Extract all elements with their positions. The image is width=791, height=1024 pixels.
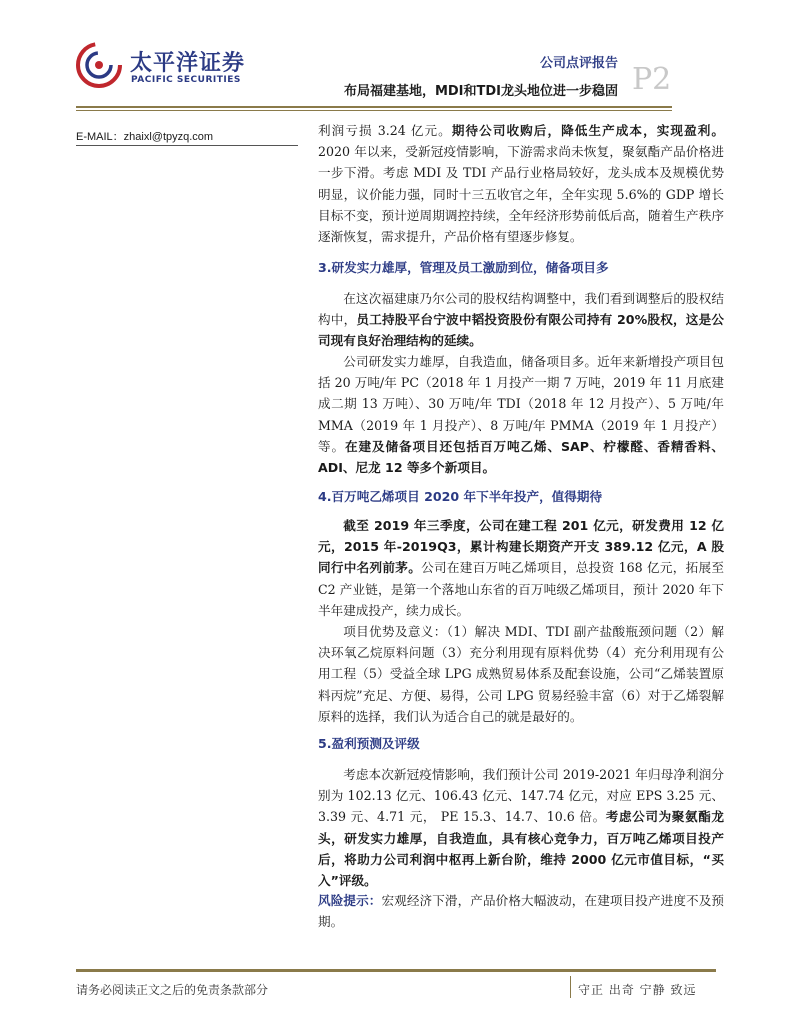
paragraph-6-text: 考虑本次新冠疫情影响，我们预计公司 2019-2021 年归母净利润分别为 102.13 亿元、106.43 亿元、147.74 亿元，对应 EPS 3.25 元、3.39 元、4.71 元， PE 15.3、14.7、10.6 倍。 [318, 767, 724, 825]
paragraph-1-rest: 2020 年以来，受新冠疫情影响，下游需求尚未恢复，聚氨酯产品价格进一步下滑。考虑 MDI 及 TDI 产品行业格局较好，龙头成本及规模优势明显，议价能力强，同时十三五收官之年，全年实现 5.6%的 GDP 增长目标不变，预计逆周期调控持续，全年经济形势前低后高，随着生产秩序逐渐恢复，需求提升，产品价格有望逐步修复。 [318, 144, 724, 245]
body-block-5 [318, 621, 724, 727]
paragraph-6-bold: 考虑公司为聚氨酯龙头，研发实力雄厚，自我造血，具有核心竞争力，百万吨乙烯项目投产后，将助力公司利润中枢再上新台阶，维持 2000 亿元市值目标，“买入”评级。 [318, 809, 724, 889]
header-divider-thin [76, 110, 672, 111]
paragraph-3-text: 公司研发实力雄厚，自我造血，储备项目多。近年来新增投产项目包括 20 万吨/年 PC（2018 年 1 月投产一期 7 万吨，2019 年 11 月底建成二期 13 万吨）、30 万吨/年 TDI（2018 年 12 月投产）、5 万吨/年 MMA（2019 年 1 月投产）、8 万吨/年 PMMA（2019 年 1 月投产）等。 [318, 354, 724, 454]
paragraph-6 [318, 764, 724, 891]
logo-english-name: PACIFIC SECURITIES [131, 75, 241, 85]
report-type-label: 公司点评报告 [539, 56, 618, 71]
body-block-2 [318, 288, 724, 352]
body-block-4 [318, 515, 724, 621]
paragraph-3 [318, 351, 724, 478]
paragraph-3-bold: 在建及储备项目还包括百万吨乙烯、SAP、柠檬醛、香精香料、ADI、尼龙 12 等多个新项目。 [318, 438, 724, 476]
paragraph-1-bold: 期待公司收购后，降低生产成本，实现盈利。 [451, 123, 724, 138]
body-block-1 [318, 120, 724, 247]
sidebar-divider [76, 145, 298, 146]
risk-text: 宏观经济下滑，产品价格大幅波动，在建项目投产进度不及预期。 [318, 893, 725, 930]
paragraph-2-text: 在这次福建康乃尔公司的股权结构调整中，我们看到调整后的股权结构中， [318, 291, 724, 328]
body-block-6 [318, 764, 724, 891]
analyst-email: E-MAIL：zhaixl@tpyzq.com [76, 131, 214, 143]
section-5-heading: 5.盈利预测及评级 [318, 736, 420, 751]
page-number: P2 [632, 62, 672, 97]
paragraph-4-text: 公司在建百万吨乙烯项目，总投资 168 亿元，拓展至 C2 产业链，是第一个落地山东省的百万吨级乙烯项目，预计 2020 年下半年建成投产，续力成长。 [318, 560, 725, 618]
paragraph-4 [318, 515, 724, 621]
risk-paragraph [318, 890, 724, 932]
report-title: 布局福建基地，MDI和TDI龙头地位进一步稳固 [343, 84, 618, 99]
footer-disclaimer: 请务必阅读正文之后的免责条款部分 [76, 983, 269, 997]
paragraph-1-text: 利润亏损 3.24 亿元。 [318, 123, 452, 138]
risk-label: 风险提示： [318, 893, 382, 908]
footer-vertical-divider [570, 976, 571, 998]
risk-block [318, 890, 724, 932]
footer-motto: 守正 出奇 宁静 致远 [578, 983, 697, 997]
header-divider [76, 106, 672, 108]
section-3-heading: 3.研发实力雄厚，管理及员工激励到位，储备项目多 [318, 260, 609, 275]
body-block-3 [318, 351, 724, 478]
paragraph-4-bold: 截至 2019 年三季度，公司在建工程 201 亿元，研发费用 12 亿元，2015 年-2019Q3，累计构建长期资产开支 389.12 亿元，A 股同行中名列前茅。 [318, 518, 724, 576]
paragraph-1 [318, 120, 724, 247]
logo-chinese-name: 太平洋证券 [130, 51, 246, 76]
company-logo-icon [76, 42, 122, 88]
footer-divider [76, 969, 716, 972]
paragraph-2 [318, 288, 724, 352]
paragraph-2-bold: 员工持股平台宁波中韬投资股份有限公司持有 20%股权，这是公司现有良好治理结构的延续。 [318, 312, 724, 349]
paragraph-5: 项目优势及意义：（1）解决 MDI、TDI 副产盐酸瓶颈问题（2）解决环氧乙烷原料问题（3）充分利用现有原料优势（4）充分利用现有公用工程（5）受益全球 LPG 成熟贸易体系及配套设施，公司“乙烯装置原料丙烷”充足、方便、易得，公司 LPG 贸易经验丰富（6）对于乙烯裂解原料的选择，我们认为适合自己的就是最好的。 [318, 624, 724, 724]
section-4-heading: 4.百万吨乙烯项目 2020 年下半年投产，值得期待 [318, 489, 603, 504]
